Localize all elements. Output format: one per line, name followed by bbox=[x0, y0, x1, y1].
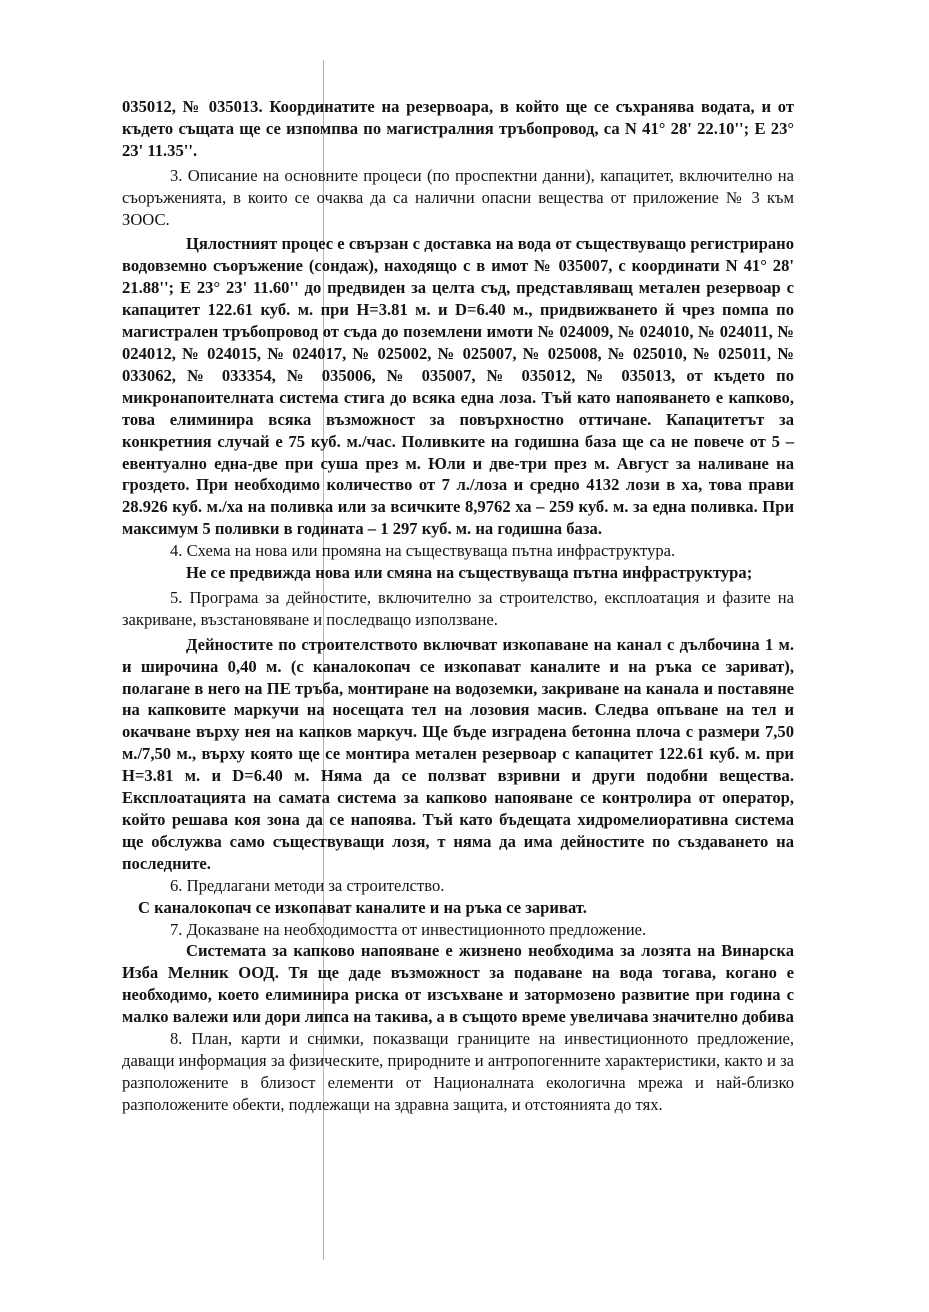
heading-section-5: 5. Програма за дейностите, включително за строителство, експлоатация и фазите на закриване, възстановяване и последващо използване. bbox=[122, 587, 794, 629]
paragraph-reservoir-coordinates: 035012, № 035013. Координатите на резервоара, в който ще се съхранява водата, и от където същата ще се изпомпва по магистралния тръбопровод, са N 41° 28' 22.10''; E 23° 23' 11.35''. bbox=[122, 97, 794, 160]
paragraph-construction-methods: С каналокопач се изкопават каналите и на ръка се зариват. bbox=[138, 897, 587, 917]
paragraph-process-description: Цялостният процес е свързан с доставка на вода от съществуващо регистрирано водовземно съоръжение (сондаж), находящо с в имот № 035007, с координати N 41° 28' 21.88''; E 23° 23' 11.60'' до предвиден за целта съд, представляващ метален резервоар с капацитет 122.61 куб. м. при H=3.81 м. и D=6.40 м., придвижването й чрез помпа по магистрален тръбопровод от съда до поземлени имоти № 024009, № 024010, № 024011, № 024012, № 024015, № 024017, № 025002, № 025007, № 025008, № 025010, № 025011, № 033062, № 033354, № 035006, № 035007, № 035012, № 035013, от където по микронапоителната система стига до всяка една лоза. Тъй като напояването е капково, това елиминира всяка възможност за повърхностно оттичане. Капацитетът за конкретния случай е 75 куб. м./час. Поливките на годишна база ще са не повече от 5 – евентуално една-две при суша през м. Юли и две-три през м. Август за наливане на гроздето. При необходимо количество от 7 л./лоза и средно 4132 лози в ха, това прави 28.926 куб. м./ха на поливка или за всичките 8,9762 ха – 259 куб. м. за една поливка. При максимум 5 поливки в годината – 1 297 куб. м. на годишна база. bbox=[122, 234, 794, 539]
paragraph-necessity: Системата за капково напояване е жизнено необходима за лозята на Винарска Изба Мелник ООД. Тя ще даде възможност за подаване на вода тогава, когано е необходимо, което елиминира риска от изсъхване и затормозено развитие при година с малко валежи или дори липса на такива, а в същото време увеличава значително добива bbox=[122, 941, 794, 1027]
heading-section-3: 3. Описание на основните процеси (по проспектни данни), капацитет, включително на съоръженията, в които се очаква да са налични опасни вещества от приложение № 3 към ЗООС. bbox=[122, 165, 794, 229]
heading-section-8: 8. План, карти и снимки, показващи границите на инвестиционното предложение, даващи информация за физическите, природните и антропогенните характеристики, както и за разположените в близост елементи от Националната екологична мрежа и най-близко разположените обекти, подлежащи на здравна защита, и отстоянията до тях. bbox=[122, 1029, 794, 1114]
paragraph-road-infrastructure: Не се предвижда нова или смяна на съществуваща пътна инфраструктура; bbox=[186, 563, 753, 583]
heading-section-6: 6. Предлагани методи за строителство. bbox=[170, 875, 445, 895]
paragraph-construction-activities: Дейностите по строителството включват изкопаване на канал с дълбочина 1 м. и широчина 0,40 м. (с каналокопач се изкопават каналите и на ръка се зариват), полагане в него на ПЕ тръба, монтиране на водоземки, закриване на канала и поставяне на капковите маркучи на носещата тел на лозовия масив. Следва опъване на тел и окачване върху нея на капков маркуч. Ще бъде изградена бетонна плоча с размери 7,50 м./7,50 м., върху която ще се монтира метален резервоар с капацитет 122.61 куб. м. при H=3.81 м. и D=6.40 м. Няма да се ползват взривни и други подобни вещества. Експлоатацията на самата система за капково напояване се контролира от оператор, който решава коя зона да се напоява. Тъй като бъдещата хидромелиоративна система ще обслужва само съществуващи лозя, т няма да има дейностите по създаването на последните. bbox=[122, 634, 794, 873]
heading-section-7: 7. Доказване на необходимостта от инвестиционното предложение. bbox=[170, 919, 647, 939]
document-body bbox=[122, 96, 794, 1116]
heading-section-4: 4. Схема на нова или промяна на съществуваща пътна инфраструктура. bbox=[170, 541, 676, 561]
